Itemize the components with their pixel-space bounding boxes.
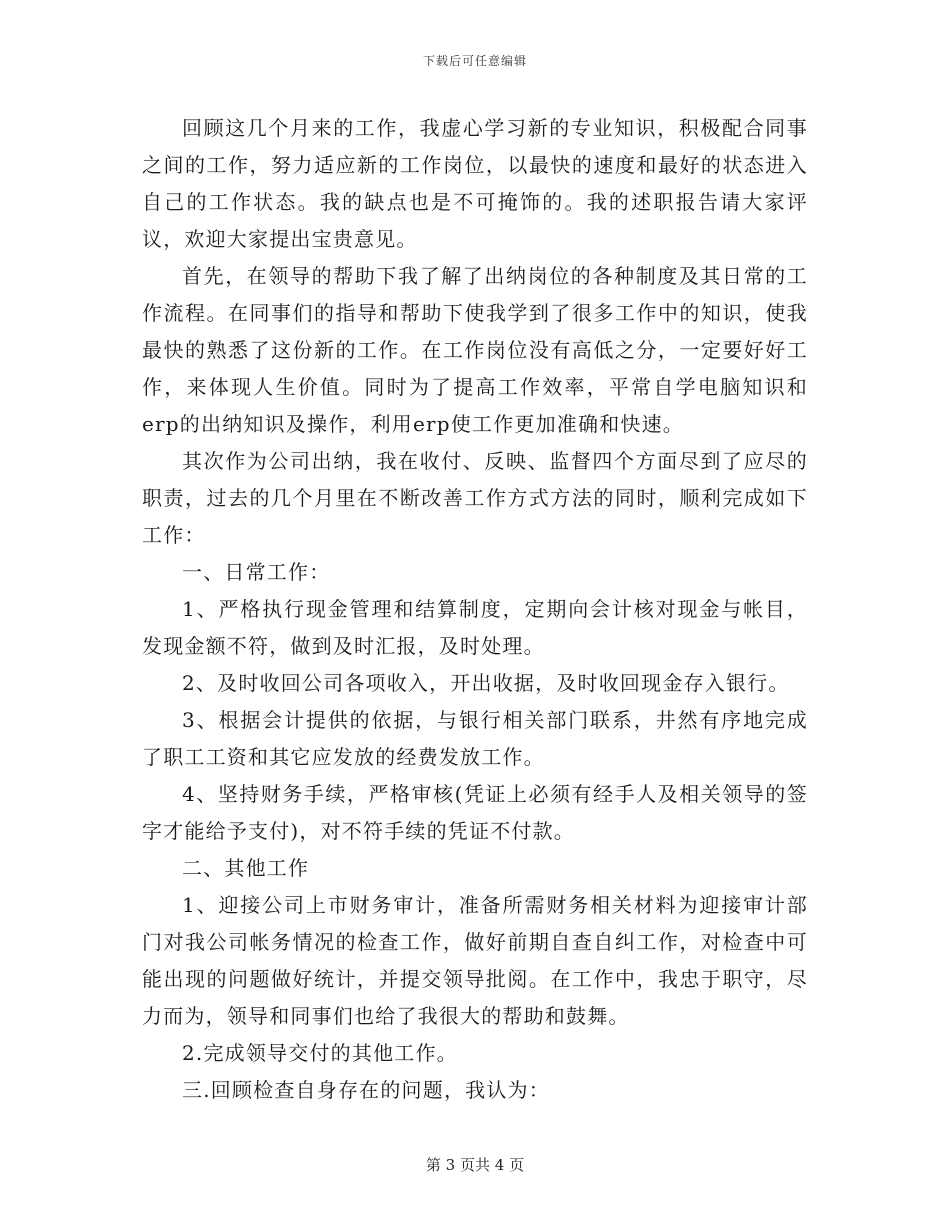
- paragraph-review: 回顾这几个月来的工作，我虚心学习新的专业知识，积极配合同事之间的工作，努力适应新的工作岗位，以最快的速度和最好的状态进入自己的工作状态。我的缺点也是不可掩饰的。我的述职报告请大家评议，欢迎大家提出宝贵意见。: [142, 116, 808, 251]
- heading-daily-work: 一、日常工作：: [182, 560, 331, 584]
- list-item-daily-4: 4、坚持财务手续，严格审核(凭证上必须有经手人及相关领导的签字才能给予支付)，对不符手续的凭证不付款。: [142, 782, 808, 843]
- list-item-daily-3: 3、根据会计提供的依据，与银行相关部门联系，井然有序地完成了职工工资和其它应发放的经费发放工作。: [142, 708, 808, 769]
- paragraph-first: 首先，在领导的帮助下我了解了出纳岗位的各种制度及其日常的工作流程。在同事们的指导和帮助下使我学到了很多工作中的知识，使我最快的熟悉了这份新的工作。在工作岗位没有高低之分，一定要好好工作，来体现人生价值。同时为了提高工作效率，平常自学电脑知识和erp的出纳知识及操作，利用erp使工作更加准确和快速。: [142, 264, 808, 436]
- page-header: 下载后可任意编辑: [422, 54, 527, 68]
- list-item-other-1: 1、迎接公司上市财务审计，准备所需财务相关材料为迎接审计部门对我公司帐务情况的检查工作，做好前期自查自纠工作，对检查中可能出现的问题做好统计，并提交领导批阅。在工作中，我忠于职守，尽力而为，领导和同事们也给了我很大的帮助和鼓舞。: [142, 893, 808, 1028]
- list-item-daily-1: 1、严格执行现金管理和结算制度，定期向会计核对现金与帐目，发现金额不符，做到及时汇报，及时处理。: [142, 597, 808, 658]
- document-body: [142, 110, 808, 1109]
- paragraph-second: 其次作为公司出纳，我在收付、反映、监督四个方面尽到了应尽的职责，过去的几个月里在不断改善工作方式方法的同时，顺利完成如下工作：: [142, 449, 808, 547]
- page-footer: 第 3 页共 4 页: [425, 1156, 525, 1174]
- list-item-other-2: 2.完成领导交付的其他工作。: [182, 1041, 458, 1065]
- heading-other-work: 二、其他工作: [182, 856, 310, 880]
- heading-problems: 三.回顾检查自身存在的问题，我认为：: [182, 1078, 550, 1102]
- list-item-daily-2: 2、及时收回公司各项收入，开出收据，及时收回现金存入银行。: [182, 671, 790, 695]
